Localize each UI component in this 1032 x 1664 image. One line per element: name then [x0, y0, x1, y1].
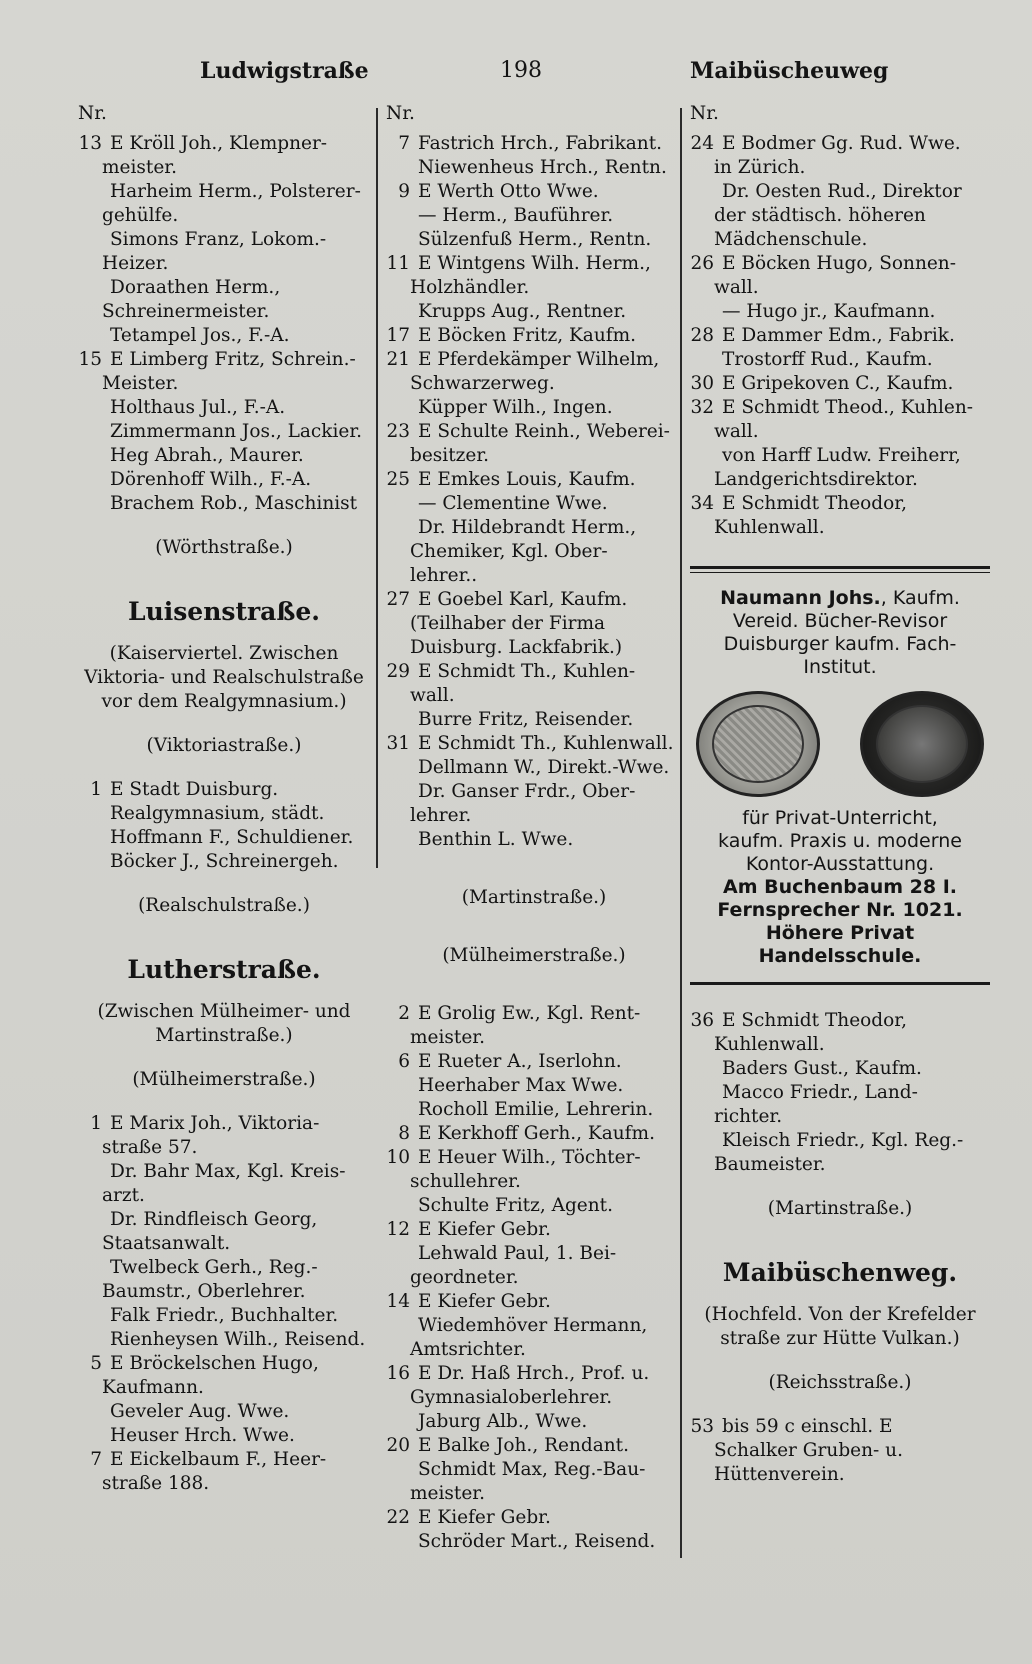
house-number: 32	[690, 397, 714, 418]
resident-entry: E Pferdekämper Wilhelm,	[418, 349, 660, 370]
directory-line	[690, 132, 990, 156]
directory-line: Sülzenfuß Herm., Rentn.	[418, 229, 652, 250]
resident-entry: E Bodmer Gg. Rud. Wwe.	[722, 133, 961, 154]
resident-entry: E Kiefer Gebr.	[418, 1291, 551, 1312]
directory-line	[690, 324, 990, 348]
directory-line: Hoffmann F., Schuldiener.	[110, 827, 354, 848]
directory-line: meister.	[410, 1027, 485, 1048]
cross-reference: (Martinstraße.)	[461, 887, 607, 908]
house-number: 2	[398, 1003, 410, 1024]
resident-entry: E Schmidt Theod., Kuhlen-	[722, 397, 974, 418]
directory-line	[78, 1448, 370, 1472]
entry-list	[690, 1009, 990, 1177]
directory-line: Mädchenschule.	[714, 229, 868, 250]
resident-entry: E Goebel Karl, Kaufm.	[418, 589, 628, 610]
house-number: 22	[386, 1507, 410, 1528]
directory-line: — Herm., Bauführer.	[418, 205, 614, 226]
resident-entry: E Kröll Joh., Klempner-	[110, 133, 328, 154]
directory-line: Dr. Oesten Rud., Direktor	[722, 181, 962, 202]
resident-entry: E Werth Otto Wwe.	[418, 181, 599, 202]
directory-line	[386, 1122, 682, 1146]
directory-line	[78, 1112, 370, 1136]
directory-line: Kuhlenwall.	[714, 1034, 825, 1055]
street-title: Lutherstraße.	[127, 955, 321, 984]
column-3	[690, 102, 990, 1487]
directory-line: Dr. Bahr Max, Kgl. Kreis-	[110, 1161, 346, 1182]
house-number: 7	[90, 1449, 102, 1470]
house-number: 13	[78, 133, 102, 154]
directory-line: Schulte Fritz, Agent.	[418, 1195, 613, 1216]
directory-line	[386, 588, 682, 612]
directory-line	[386, 1290, 682, 1314]
house-number: 7	[398, 133, 410, 154]
resident-entry: E Böcken Hugo, Sonnen-	[722, 253, 956, 274]
house-number: 27	[386, 589, 410, 610]
directory-line: Harheim Herm., Polsterer-	[110, 181, 361, 202]
directory-line: wall.	[410, 685, 455, 706]
directory-line: Baumstr., Oberlehrer.	[102, 1281, 306, 1302]
directory-line	[386, 660, 682, 684]
directory-line: Schmidt Max, Reg.-Bau-	[418, 1459, 646, 1480]
house-number: 28	[690, 325, 714, 346]
directory-line: arzt.	[102, 1185, 145, 1206]
directory-line: Twelbeck Gerh., Reg.-	[110, 1257, 318, 1278]
directory-line	[690, 1009, 990, 1033]
ad-top-rule	[690, 566, 990, 573]
column-divider-1	[376, 108, 378, 868]
directory-line: Böcker J., Schreinergeh.	[110, 851, 339, 872]
directory-line	[386, 348, 682, 372]
directory-line: wall.	[714, 421, 759, 442]
house-number: 6	[398, 1051, 410, 1072]
entry-list	[386, 132, 682, 852]
resident-entry: bis 59 c einschl. E	[722, 1416, 893, 1437]
directory-line	[386, 420, 682, 444]
house-number: 16	[386, 1363, 410, 1384]
directory-line: geordneter.	[410, 1267, 519, 1288]
entry-list	[78, 1112, 370, 1496]
street-description: (Hochfeld. Von der Krefelder straße zur Hütte Vulkan.)	[704, 1304, 976, 1349]
street-title: Maibüschenweg.	[722, 1258, 958, 1287]
directory-line: Dr. Hildebrandt Herm.,	[418, 517, 637, 538]
house-number: 25	[386, 469, 410, 490]
cross-reference: (Viktoriastraße.)	[146, 735, 302, 756]
cross-reference: (Realschulstraße.)	[138, 895, 310, 916]
resident-entry: E Grolig Ew., Kgl. Rent-	[418, 1003, 641, 1024]
directory-line: von Harff Ludw. Freiherr,	[722, 445, 961, 466]
house-number: 24	[690, 133, 714, 154]
nr-heading: Nr.	[386, 103, 415, 124]
resident-entry: E Limberg Fritz, Schrein.-	[110, 349, 356, 370]
directory-line: der städtisch. höheren	[714, 205, 926, 226]
directory-line	[386, 468, 682, 492]
street-description: (Kaiserviertel. Zwischen Viktoria- und Realschulstraße vor dem Realgymnasium.)	[84, 643, 364, 712]
resident-entry: E Kerkhoff Gerh., Kaufm.	[418, 1123, 655, 1144]
ad-phone: Fernsprecher Nr. 1021.	[717, 899, 963, 921]
directory-line: gehülfe.	[102, 205, 179, 226]
directory-line: meister.	[410, 1483, 485, 1504]
house-number: 21	[386, 349, 410, 370]
house-number: 1	[90, 1113, 102, 1134]
resident-entry: E Marix Joh., Viktoria-	[110, 1113, 320, 1134]
directory-line: Rienheysen Wilh., Reisend.	[110, 1329, 366, 1350]
house-number: 12	[386, 1219, 410, 1240]
directory-line: lehrer..	[410, 565, 478, 586]
directory-line: Realgymnasium, städt.	[110, 803, 325, 824]
directory-line: Hüttenverein.	[714, 1464, 845, 1485]
directory-line	[78, 348, 370, 372]
directory-line: Duisburg. Lackfabrik.)	[410, 637, 623, 658]
directory-line: — Hugo jr., Kaufmann.	[722, 301, 936, 322]
directory-line: Schwarzerweg.	[410, 373, 555, 394]
directory-line: Macco Friedr., Land-	[722, 1082, 918, 1103]
directory-line: Kleisch Friedr., Kgl. Reg.-	[722, 1130, 964, 1151]
resident-entry: Fastrich Hrch., Fabrikant.	[418, 133, 663, 154]
house-number: 14	[386, 1291, 410, 1312]
cross-reference: (Wörthstraße.)	[155, 537, 293, 558]
directory-line: Heuser Hrch. Wwe.	[110, 1425, 295, 1446]
house-number: 53	[690, 1416, 714, 1437]
directory-line	[78, 778, 370, 802]
street-title: Luisenstraße.	[127, 597, 320, 626]
ad-school: Höhere Privat Handelsschule.	[758, 922, 922, 967]
resident-entry: E Wintgens Wilh. Herm.,	[418, 253, 651, 274]
directory-line: Dörenhoff Wilh., F.-A.	[110, 469, 312, 490]
directory-line: Baumeister.	[714, 1154, 826, 1175]
house-number: 17	[386, 325, 410, 346]
directory-line: wall.	[714, 277, 759, 298]
house-number: 23	[386, 421, 410, 442]
house-number: 10	[386, 1147, 410, 1168]
resident-entry: E Dammer Edm., Fabrik.	[722, 325, 955, 346]
directory-line: Dr. Ganser Frdr., Ober-	[418, 781, 636, 802]
directory-line	[386, 1434, 682, 1458]
directory-line: lehrer.	[410, 805, 472, 826]
directory-line	[690, 1415, 990, 1439]
directory-line: Burre Fritz, Reisender.	[418, 709, 634, 730]
resident-entry: E Balke Joh., Rendant.	[418, 1435, 629, 1456]
directory-line: straße 188.	[102, 1473, 210, 1494]
directory-line: Dr. Rindfleisch Georg,	[110, 1209, 318, 1230]
directory-line: Geveler Aug. Wwe.	[110, 1401, 290, 1422]
directory-line: in Zürich.	[714, 157, 806, 178]
directory-line	[690, 396, 990, 420]
house-number: 20	[386, 1435, 410, 1456]
directory-line	[386, 1050, 682, 1074]
directory-line	[386, 1146, 682, 1170]
house-number: 15	[78, 349, 102, 370]
resident-entry: E Heuer Wilh., Töchter-	[418, 1147, 641, 1168]
resident-entry: E Emkes Louis, Kaufm.	[418, 469, 636, 490]
column-2	[386, 102, 682, 1554]
directory-line: Schalker Gruben- u.	[714, 1440, 903, 1461]
directory-line: Meister.	[102, 373, 179, 394]
entry-list	[78, 132, 370, 516]
directory-line: Landgerichtsdirektor.	[714, 469, 918, 490]
resident-entry: E Schmidt Theodor,	[722, 1010, 907, 1031]
directory-line: Gymnasialoberlehrer.	[410, 1387, 613, 1408]
resident-entry: E Schmidt Theodor,	[722, 493, 907, 514]
directory-line: Chemiker, Kgl. Ober-	[410, 541, 608, 562]
cross-reference: (Mülheimerstraße.)	[442, 945, 626, 966]
entry-list	[78, 778, 370, 874]
directory-line: Holthaus Jul., F.-A.	[110, 397, 286, 418]
directory-line	[78, 1352, 370, 1376]
directory-line: Simons Franz, Lokom.-	[110, 229, 327, 250]
directory-line	[386, 252, 682, 276]
cross-reference: (Martinstraße.)	[767, 1198, 913, 1219]
running-head-right: Maibüscheuweg	[690, 58, 889, 84]
house-number: 5	[90, 1353, 102, 1374]
directory-line: Lehwald Paul, 1. Bei-	[418, 1243, 617, 1264]
house-number: 36	[690, 1010, 714, 1031]
resident-entry: E Schulte Reinh., Weberei-	[418, 421, 670, 442]
directory-line: Doraathen Herm.,	[110, 277, 281, 298]
directory-line: Falk Friedr., Buchhalter.	[110, 1305, 339, 1326]
directory-line: schullehrer.	[410, 1171, 521, 1192]
directory-line: Wiedemhöver Hermann,	[418, 1315, 648, 1336]
directory-line	[690, 252, 990, 276]
directory-line	[386, 324, 682, 348]
directory-line: straße 57.	[102, 1137, 198, 1158]
house-number: 30	[690, 373, 714, 394]
entry-list	[386, 1002, 682, 1554]
directory-line: Heg Abrah., Maurer.	[110, 445, 304, 466]
cross-reference: (Mülheimerstraße.)	[132, 1069, 316, 1090]
directory-line: richter.	[714, 1106, 783, 1127]
resident-entry: E Böcken Fritz, Kaufm.	[418, 325, 637, 346]
resident-entry: E Schmidt Th., Kuhlenwall.	[418, 733, 674, 754]
house-number: 31	[386, 733, 410, 754]
resident-entry: E Bröckelschen Hugo,	[110, 1353, 319, 1374]
directory-line	[78, 132, 370, 156]
advertisement: Naumann Johs., Kaufm. Vereid. Bücher-Revisor Duisburger kaufm. Fach- Institut. für Privat-Unterricht, kaufm. Praxis u. moderne Kontor-Ausstattung. Am Buchenbaum 28 I. Fernsprecher Nr. 1021. Höhere Privat Handelsschule.	[690, 587, 990, 968]
resident-entry: E Kiefer Gebr.	[418, 1507, 551, 1528]
directory-line: meister.	[102, 157, 177, 178]
ad-medals	[696, 691, 984, 797]
house-number: 9	[398, 181, 410, 202]
house-number: 11	[386, 253, 410, 274]
entry-list	[690, 1415, 990, 1487]
directory-line: Heizer.	[102, 253, 169, 274]
resident-entry: E Schmidt Th., Kuhlen-	[418, 661, 636, 682]
resident-entry: E Rueter A., Iserlohn.	[418, 1051, 622, 1072]
nr-heading: Nr.	[78, 103, 107, 124]
nr-heading: Nr.	[690, 103, 719, 124]
medal-award-icon	[860, 691, 984, 797]
street-description: (Zwischen Mülheimer- und Martinstraße.)	[97, 1001, 351, 1046]
directory-line	[690, 492, 990, 516]
entry-list	[690, 132, 990, 540]
directory-line: — Clementine Wwe.	[418, 493, 608, 514]
directory-line: Amtsrichter.	[410, 1339, 526, 1360]
directory-line: Kuhlenwall.	[714, 517, 825, 538]
directory-line	[386, 1362, 682, 1386]
directory-line: besitzer.	[410, 445, 490, 466]
directory-line: Schreinermeister.	[102, 301, 270, 322]
ad-bottom-rule	[690, 982, 990, 985]
directory-line: Tetampel Jos., F.-A.	[110, 325, 290, 346]
directory-line: Dellmann W., Direkt.-Wwe.	[418, 757, 670, 778]
directory-line: Küpper Wilh., Ingen.	[418, 397, 613, 418]
directory-line: Krupps Aug., Rentner.	[418, 301, 627, 322]
page-number: 198	[500, 58, 542, 83]
directory-line: Rocholl Emilie, Lehrerin.	[418, 1099, 654, 1120]
directory-line: Niewenheus Hrch., Rentn.	[418, 157, 667, 178]
directory-line: Brachem Rob., Maschinist	[110, 493, 358, 514]
directory-line	[690, 372, 990, 396]
directory-line: Schröder Mart., Reisend.	[418, 1531, 656, 1552]
resident-entry: E Stadt Duisburg.	[110, 779, 279, 800]
directory-line	[386, 180, 682, 204]
directory-line	[386, 132, 682, 156]
directory-line: (Teilhaber der Firma	[410, 613, 606, 634]
directory-line	[386, 1218, 682, 1242]
column-1	[78, 102, 370, 1496]
resident-entry: E Kiefer Gebr.	[418, 1219, 551, 1240]
house-number: 26	[690, 253, 714, 274]
directory-line: Trostorff Rud., Kaufm.	[722, 349, 933, 370]
directory-line	[386, 1002, 682, 1026]
resident-entry: E Eickelbaum F., Heer-	[110, 1449, 327, 1470]
directory-line: Kaufmann.	[102, 1377, 204, 1398]
house-number: 34	[690, 493, 714, 514]
running-head-left: Ludwigstraße	[200, 58, 369, 84]
directory-line: Heerhaber Max Wwe.	[418, 1075, 624, 1096]
resident-entry: E Dr. Haß Hrch., Prof. u.	[418, 1363, 650, 1384]
medal-city-emblem-icon	[696, 691, 820, 797]
house-number: 29	[386, 661, 410, 682]
house-number: 1	[90, 779, 102, 800]
directory-line	[386, 1506, 682, 1530]
resident-entry: E Gripekoven C., Kaufm.	[722, 373, 954, 394]
directory-line: Holzhändler.	[410, 277, 530, 298]
ad-address: Am Buchenbaum 28 I.	[722, 876, 958, 898]
directory-line: Benthin L. Wwe.	[418, 829, 574, 850]
ad-company-name: Naumann Johs.	[720, 587, 881, 609]
directory-line: Baders Gust., Kaufm.	[722, 1058, 922, 1079]
house-number: 8	[398, 1123, 410, 1144]
directory-line: Staatsanwalt.	[102, 1233, 231, 1254]
directory-line	[386, 732, 682, 756]
directory-line: Jaburg Alb., Wwe.	[418, 1411, 588, 1432]
cross-reference: (Reichsstraße.)	[768, 1372, 912, 1393]
directory-line: Zimmermann Jos., Lackier.	[110, 421, 363, 442]
